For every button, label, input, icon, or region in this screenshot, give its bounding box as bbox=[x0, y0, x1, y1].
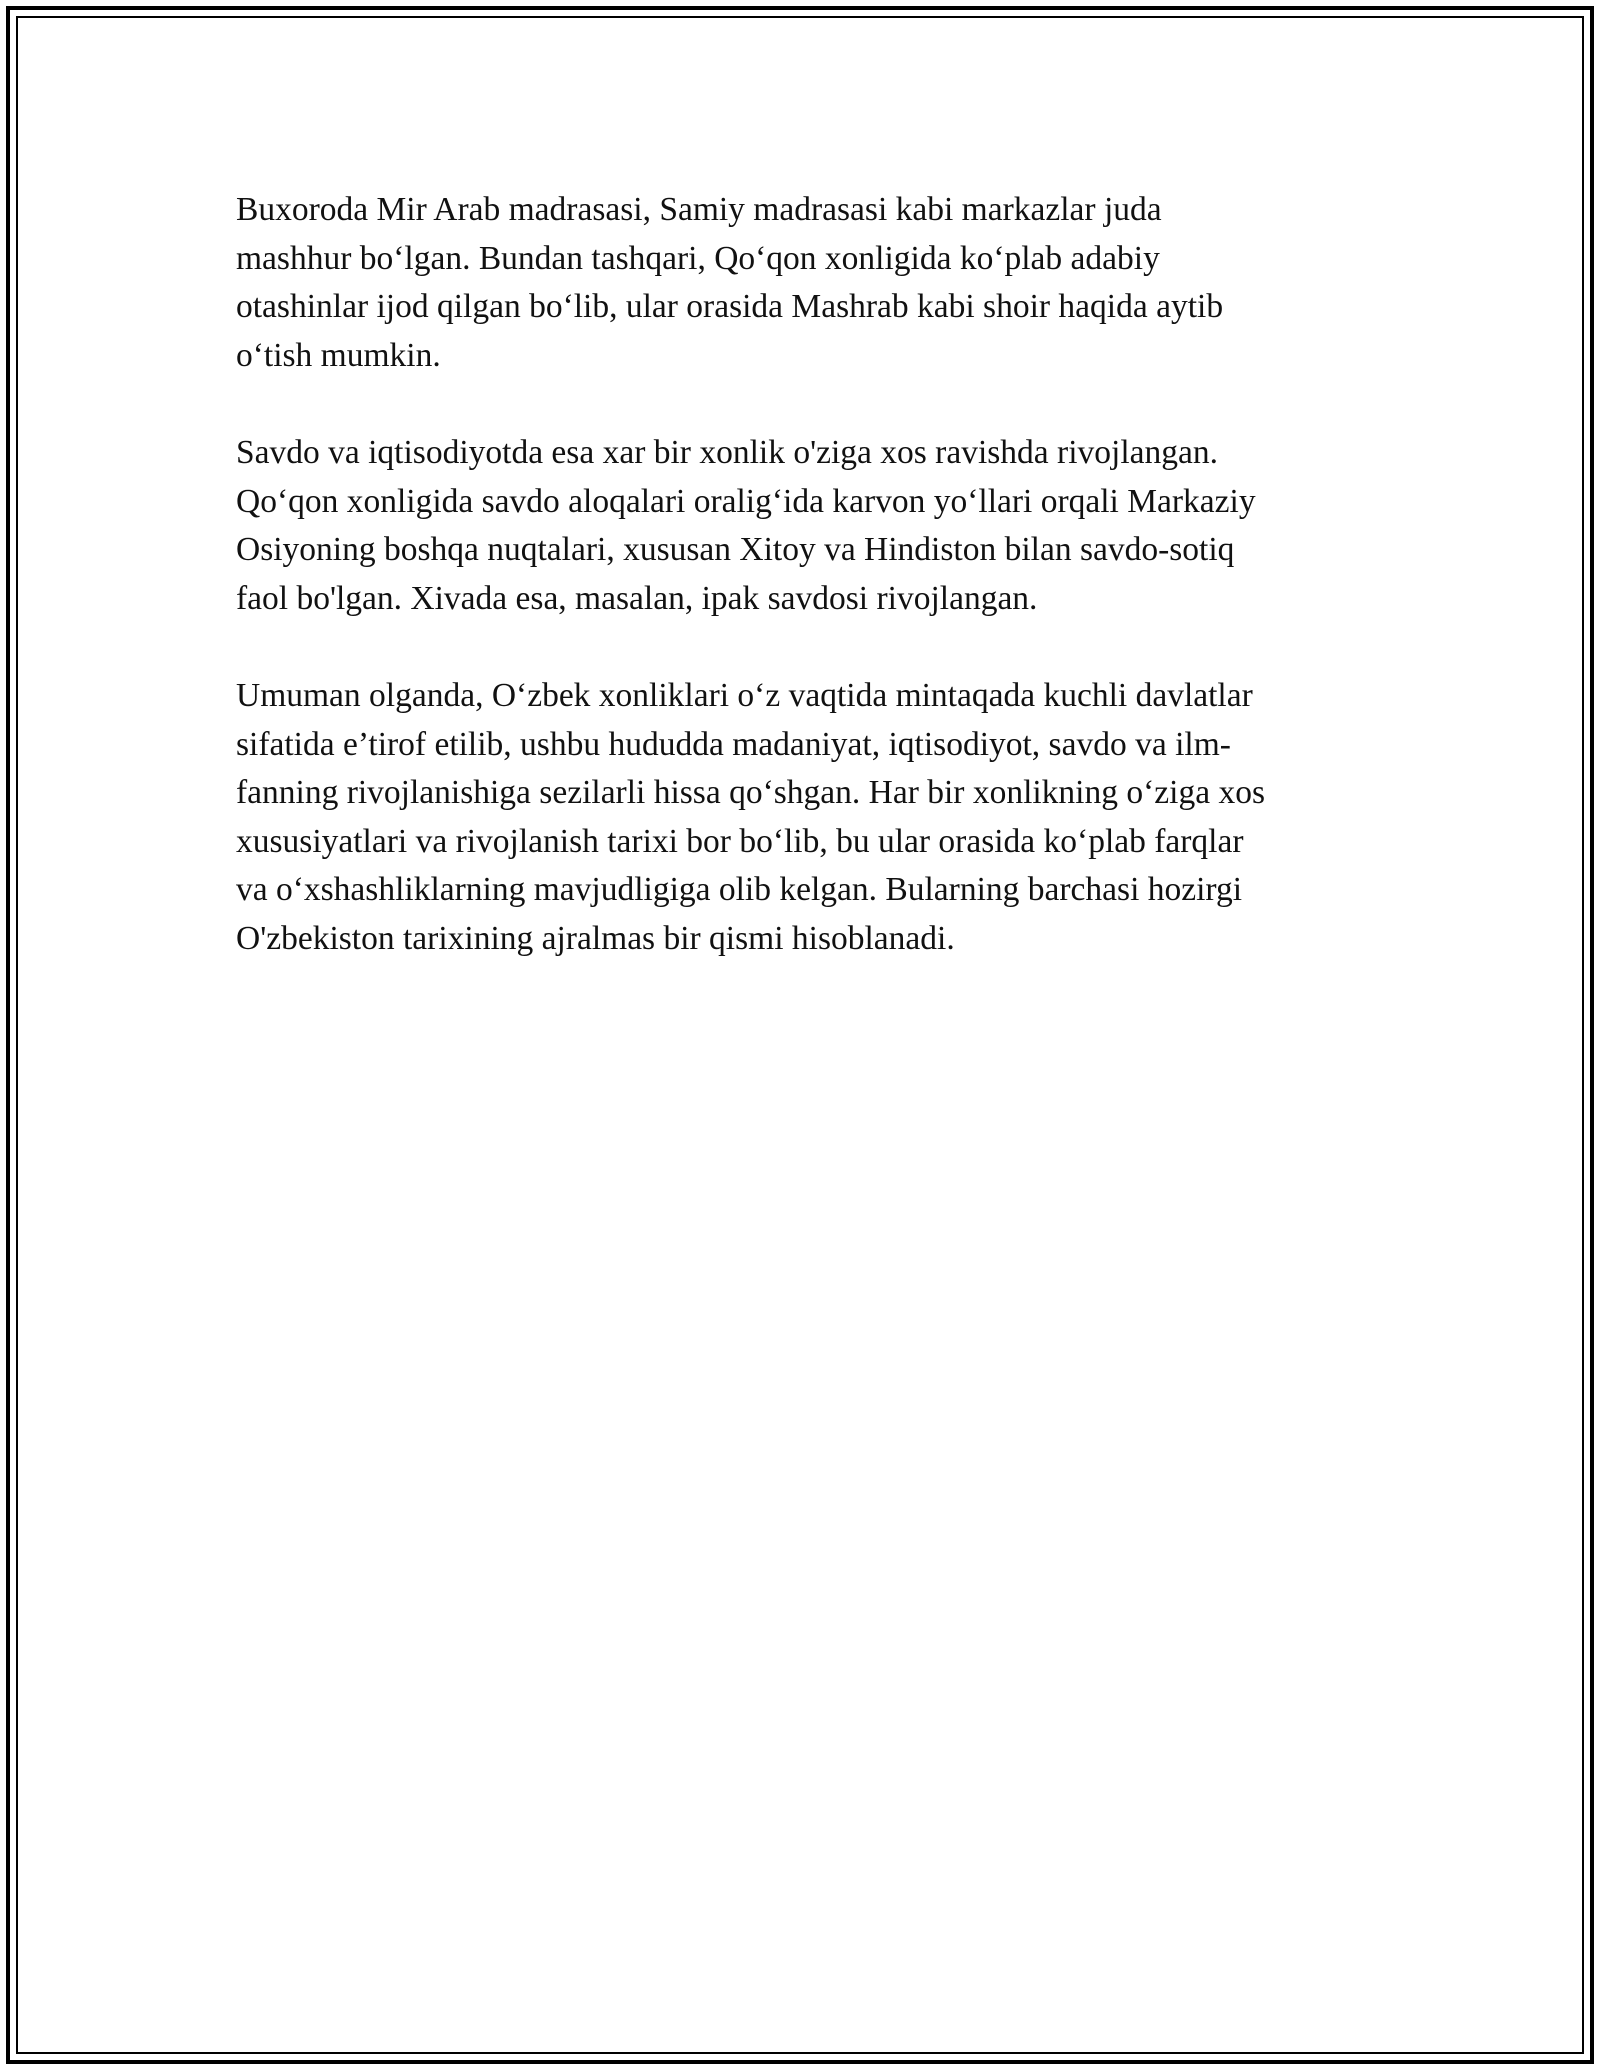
paragraph-trade-economy: Savdo va iqtisodiyotda esa xar bir xonlik o'ziga xos ravishda rivojlangan. Qo‘qon xonligida savdo aloqalari oralig‘ida karvon yo‘llari orqali Markaziy Osiyoning boshqa nuqtalari, xususan Xitoy va Hindiston bilan savdo-sotiq faol bo'lgan. Xivada esa, masalan, ipak savdosi rivojlangan. bbox=[236, 434, 1256, 617]
document-body bbox=[236, 186, 1366, 1012]
paragraph-madrasas: Buxoroda Mir Arab madrasasi, Samiy madrasasi kabi markazlar juda mashhur bo‘lgan. Bundan tashqari, Qo‘qon xonligida ko‘plab adabiy otashinlar ijod qilgan bo‘lib, ular orasida Mashrab kabi shoir haqida aytib o‘tish mumkin. bbox=[236, 191, 1224, 374]
paragraph-conclusion: Umuman olganda, O‘zbek xonliklari o‘z vaqtida mintaqada kuchli davlatlar sifatida e’tirof etilib, ushbu hududda madaniyat, iqtisodiyot, savdo va ilm- fanning rivojlanishiga sezilarli hissa qo‘shgan. Har bir xonlikning o‘ziga xos xususiyatlari va rivojlanish tarixi bor bo‘lib, bu ular orasida ko‘plab farqlar va o‘xshashliklarning mavjudligiga olib kelgan. Bularning barchasi hozirgi O'zbekiston tarixining ajralmas bir qismi hisoblanadi. bbox=[236, 677, 1265, 957]
